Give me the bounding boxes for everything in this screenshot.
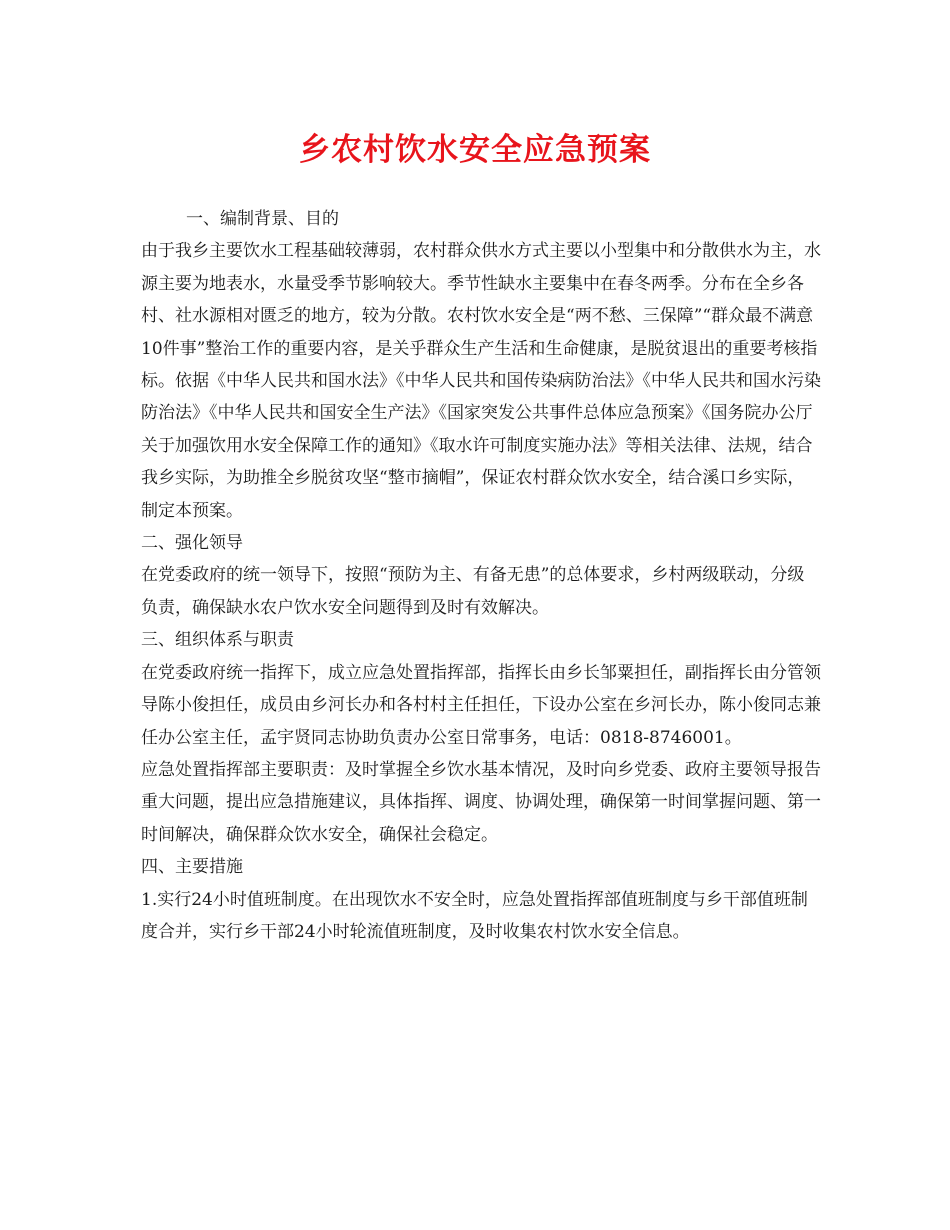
paragraph-leadership: 在党委政府的统一领导下，按照“预防为主、有备无患”的总体要求，乡村两级联动，分级负责，确保缺水农户饮水安全问题得到及时有效解决。: [141, 565, 805, 618]
section-heading-background: 一、编制背景、目的: [186, 209, 339, 229]
section-heading-measures: 四、主要措施: [141, 857, 243, 878]
paragraph-duties: 应急处置指挥部主要职责：及时掌握全乡饮水基本情况，及时向乡党委、政府主要领导报告重大问题，提出应急措施建议，具体指挥、调度、协调处理，确保第一时间掌握问题、第一时间解决，确保群众饮水安全，确保社会稳定。: [141, 759, 821, 845]
paragraph-organization: 在党委政府统一指挥下，成立应急处置指挥部，指挥长由乡长邹粟担任，副指挥长由分管领导陈小俊担任，成员由乡河长办和各村村主任担任，下设办公室在乡河长办，陈小俊同志兼任办公室主任，孟宇贤同志协助负责办公室日常事务，电话：0818-8746001。: [141, 662, 821, 748]
paragraph-background: 由于我乡主要饮水工程基础较薄弱，农村群众供水方式主要以小型集中和分散供水为主，水源主要为地表水，水量受季节影响较大。季节性缺水主要集中在春冬两季。分布在全乡各村、社水源相对匮乏的地方，较为分散。农村饮水安全是“两不愁、三保障”“群众最不满意10件事”整治工作的重要内容，是关乎群众生产生活和生命健康，是脱贫退出的重要考核指标。依据《中华人民共和国水法》《中华人民共和国传染病防治法》《中华人民共和国水污染防治法》《中华人民共和国安全生产法》《国家突发公共事件总体应急预案》《国务院办公厅关于加强饮用水安全保障工作的通知》《取水许可制度实施办法》等相关法律、法规，结合我乡实际，为助推全乡脱贫攻坚“整市摘帽”，保证农村群众饮水安全，结合溪口乡实际，制定本预案。: [141, 241, 821, 521]
paragraph-measure-1: 1.实行24小时值班制度。在出现饮水不安全时，应急处置指挥部值班制度与乡干部值班制度合并，实行乡干部24小时轮流值班制度，及时收集农村饮水安全信息。: [141, 889, 808, 942]
document-title: 乡农村饮水安全应急预案: [299, 132, 651, 168]
section-heading-leadership: 二、强化领导: [141, 533, 243, 554]
document-body: [141, 203, 821, 948]
section-heading-organization: 三、组织体系与职责: [141, 630, 294, 651]
